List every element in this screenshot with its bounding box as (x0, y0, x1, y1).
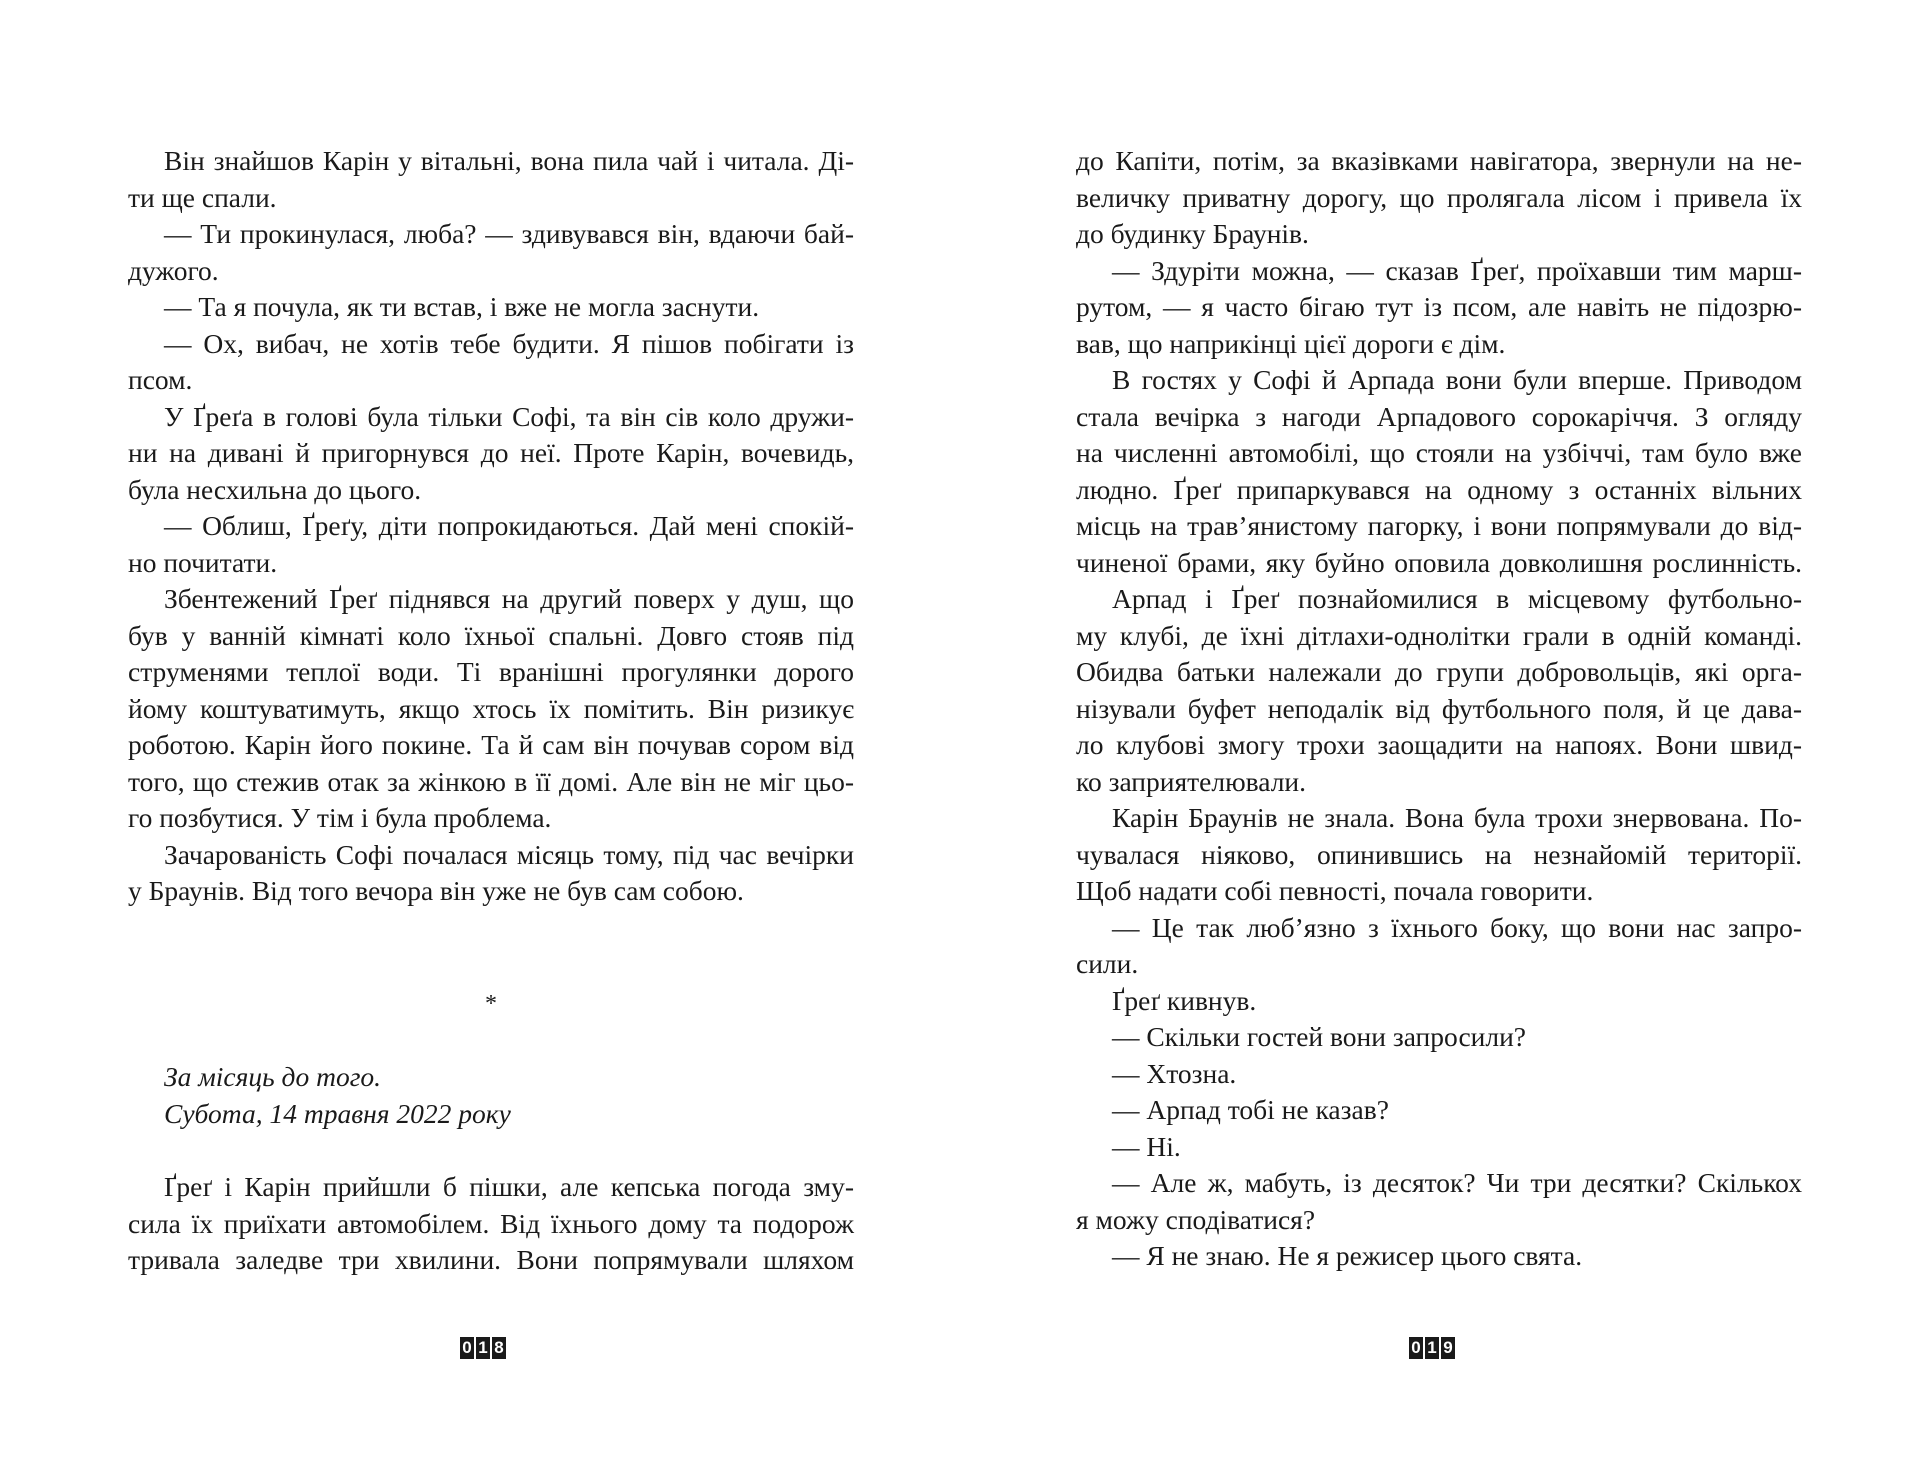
text-line: рутом, — я часто бігаю тут із псом, але навіть не підозрю- (1076, 291, 1802, 322)
text-line: ни на дивані й пригорнувся до неї. Проте Карін, вочевидь, (128, 437, 854, 468)
text-line: йому коштуватимуть, якщо хтось їх помітить. Він ризикує (128, 692, 854, 724)
text-line: — Арпад тобі не казав? (1112, 1094, 1389, 1125)
page-number-digit: 0 (460, 1337, 474, 1359)
text-line: чувалася ніяково, опинившись на незнайомій території. (1076, 838, 1802, 870)
text-line: У Ґреґа в голові була тільки Софі, та він сів коло дружи- (164, 400, 854, 432)
text-line: на численні автомобілі, що стояли на узбіччі, там було вже (1076, 437, 1802, 468)
text-line: му клубі, де їхні дітлахи-однолітки грали в одній команді. (1076, 619, 1802, 651)
text-line: — Це так люб’язно з їхнього боку, що вони нас запро- (1112, 911, 1802, 943)
text-line: — Ти прокинулася, люба? — здивувався він, вдаючи бай- (164, 218, 854, 249)
text-line: величку приватну дорогу, що пролягала лісом і привела їх (1076, 181, 1802, 213)
text-line: Він знайшов Карін у вітальні, вона пила чай і читала. Ді- (164, 145, 854, 176)
text-line: — Хтозна. (1112, 1057, 1237, 1089)
text-line: псом. (128, 364, 193, 395)
dateline-line: Субота, 14 травня 2022 року (164, 1097, 511, 1129)
text-line: був у ванній кімнаті коло їхньої спальні. Довго стояв під (128, 619, 854, 651)
text-line: дужого. (128, 254, 219, 286)
text-line: у Браунів. Від того вечора він уже не був сам собою. (128, 875, 744, 906)
text-line: Арпад і Ґреґ познайомилися в місцевому футбольно- (1112, 583, 1802, 614)
right-page (960, 0, 1920, 1477)
text-line: струменями теплої води. Ті вранішні прогулянки дорого (128, 656, 854, 687)
text-line: Ґреґ кивнув. (1112, 984, 1257, 1016)
text-line: до будинку Браунів. (1076, 218, 1309, 249)
text-line: — Здуріти можна, — сказав Ґреґ, проїхавши тим марш- (1112, 254, 1802, 286)
page-number-digit: 1 (476, 1337, 490, 1359)
page-number-digit: 8 (492, 1337, 506, 1359)
text-line: роботою. Карін його покине. Та й сам він почував сором від (128, 729, 854, 760)
text-line: до Капіти, потім, за вказівками навігатора, звернули на не- (1076, 145, 1802, 176)
text-line: тривала заледве три хвилини. Вони попрямували шляхом (128, 1244, 854, 1275)
text-line: Щоб надати собі певності, почала говорити. (1076, 875, 1594, 906)
text-line: нізували буфет неподалік від футбольного поля, й це дава- (1076, 692, 1802, 724)
page-number (460, 1337, 506, 1359)
text-line: — Скільки гостей вони запросили? (1112, 1021, 1527, 1052)
text-line: вав, що наприкінці цієї дороги є дім. (1076, 327, 1506, 359)
text-line: стала вечірка з нагоди Арпадового сорокаріччя. З огляду (1076, 400, 1802, 432)
text-line: ло клубові змогу трохи заощадити на напоях. Вони швид- (1076, 729, 1802, 760)
text-line: но почитати. (128, 546, 278, 578)
dateline-line: За місяць до того. (164, 1061, 382, 1092)
text-line: Ґреґ і Карін прийшли б пішки, але кепська погода змy- (164, 1171, 854, 1202)
text-line: я можу сподіватися? (1076, 1203, 1316, 1235)
text-line: чиненої брами, яку буйно оповила довколишня рослинність. (1076, 546, 1802, 578)
text-line: була несхильна до цього. (128, 473, 422, 505)
text-line: Зачарованість Софі почалася місяць тому, під час вечірки (164, 838, 854, 870)
text-line: го позбутися. У тім і була проблема. (128, 802, 552, 833)
text-line: — Ох, вибач, не хотів тебе будити. Я пішов побігати із (164, 327, 854, 359)
text-line: ко заприятелювали. (1076, 765, 1307, 797)
text-line: того, що стежив отак за жінкою в її домі. Але він не міг цьо- (128, 765, 854, 797)
page-number (1409, 1337, 1455, 1359)
page-number-digit: 1 (1425, 1337, 1439, 1359)
text-line: — Я не знаю. Не я режисер цього свята. (1112, 1240, 1583, 1271)
text-line: Карін Браунів не знала. Вона була трохи знервована. По- (1112, 802, 1802, 833)
text-line: — Та я почула, як ти встав, і вже не могла заснути. (164, 291, 760, 322)
text-line: В гостях у Софі й Арпада вони були вперше. Приводом (1112, 364, 1802, 395)
text-line: — Облиш, Ґреґу, діти попрокидаються. Дай мені спокій- (164, 510, 854, 541)
section-separator: * (485, 991, 497, 1017)
page-number-digit: 0 (1409, 1337, 1423, 1359)
text-line: Збентежений Ґреґ піднявся на другий поверх у душ, що (164, 583, 854, 614)
text-line: сила їх приїхати автомобілем. Від їхнього дому та подорож (128, 1207, 854, 1239)
text-line: — Ні. (1112, 1130, 1181, 1162)
text-line: ти ще спали. (128, 181, 277, 213)
text-line: сили. (1076, 948, 1139, 979)
text-line: людно. Ґреґ припаркувався на одному з останніх вільних (1076, 473, 1802, 505)
text-line: Обидва батьки належали до групи добровольців, які орга- (1076, 656, 1802, 687)
text-line: — Але ж, мабуть, із десяток? Чи три десятки? Скількох (1112, 1167, 1802, 1198)
page-number-digit: 9 (1441, 1337, 1455, 1359)
text-line: місць на трав’янистому пагорку, і вони попрямували до від- (1076, 510, 1802, 541)
